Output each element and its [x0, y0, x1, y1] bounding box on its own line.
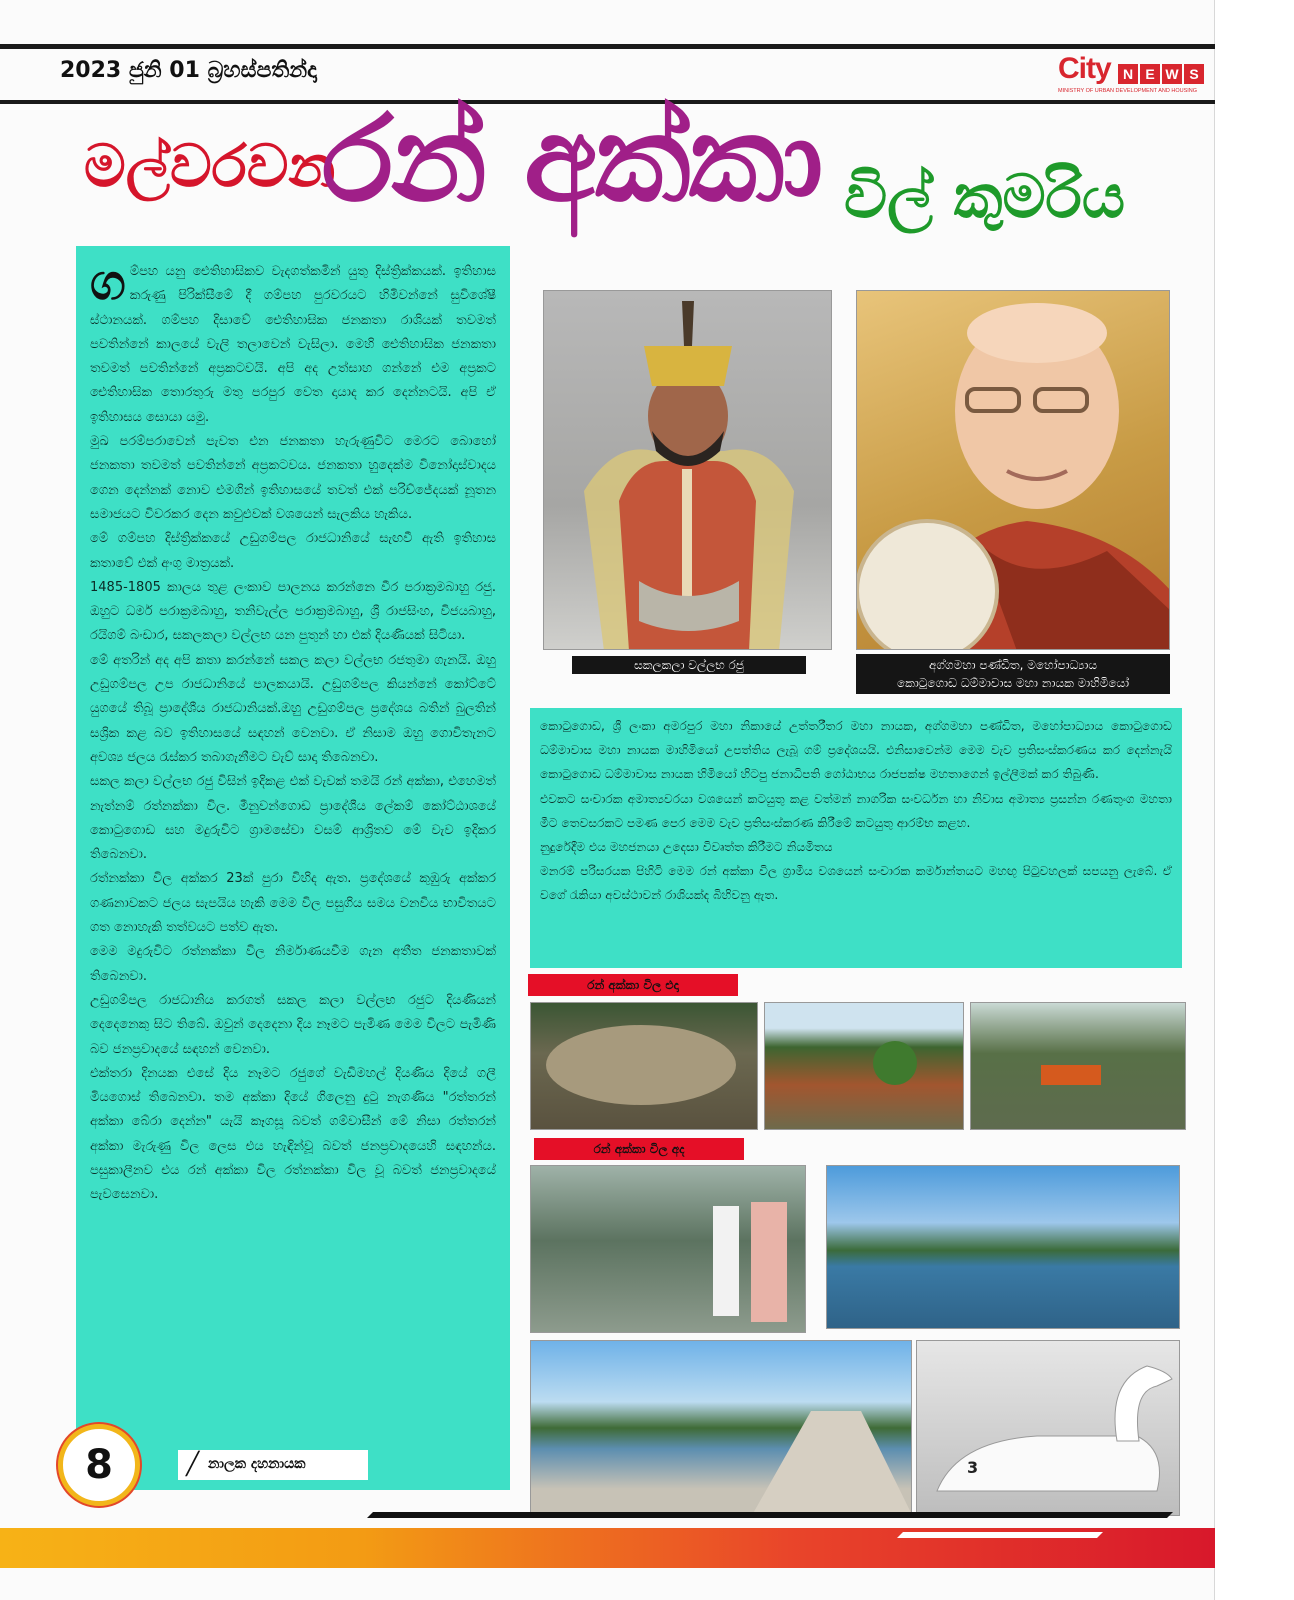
- info-paragraph: කොටුගොඩ, ශ්‍රී ලංකා අමරපුර මහා නිකායේ උත්තරීතර මහා නායක, අග්ගමහා පණ්ඩිත, මහෝපාධ්‍යාය කොටුගොඩ ධම්මාවාස මහා නායක මාහිමියෝ උපත්තිය ලැබූ ගම් ප්‍රදේශයයි. එනිසාවෙන්ම මෙම වැව ප්‍රතිසංස්කරණය කර දෙන්නැයි කොටුගොඩ ධම්මාවාස නායක හිමියෝ හිටපු ජනාධිපති ගෝඨාභය රාජපක්ෂ මහතාගෙන් ඉල්ලීමක් කර තිබුණි.: [540, 719, 1172, 782]
- lake-then-aerial-photo: [530, 1002, 758, 1130]
- author-byline: [178, 1450, 368, 1480]
- monk-caption: [856, 654, 1170, 694]
- info-paragraph: එවකට සංචාරක අමාත්‍යවරයා වශයෙන් කටයුතු කළ වත්මන් නාගරික සංවර්ධන හා නිවාස අමාත්‍ය ප්‍රසන්න රණතුංග මහතා මීට තෙවසරකට පමණ පෙර මෙම වැව ප්‍රතිසංස්කරණ කිරීමේ කටයුතු ආරම්භ කළහ.: [540, 791, 1172, 830]
- headline-part-1: මල්වරවන: [84, 132, 336, 200]
- monk-portrait-illustration: [857, 291, 1170, 650]
- article-column: [76, 246, 510, 1490]
- article-paragraph: එක්තරා දිනයක එසේ දිය නෑමට රජුගේ වැඩිමහල් දියණිය දියේ ගලී මියගොස් තිබෙනවා. තම අක්කා දියේ ගිලෙනු දුටු නැගණිය "රත්තරන් අක්කා බේරා දෙන්න" යැයි කෑගසූ බවත් ගම්වාසීන් මේ නිසා රත්තරන් අක්කා මැරුණු විල ලෙස එය හැඳින්වූ බවත් ජනප්‍රවාදයෙහි සඳහන්ය. පසුකාලීනව එය රන් අක්කා විල රත්නක්කා විල වූ බවත් ජනප්‍රවාදයේ පැවසෙනවා.: [90, 1065, 496, 1203]
- footer-stripe: [367, 1512, 1173, 1518]
- page-number: 8: [58, 1424, 140, 1506]
- info-box: [530, 708, 1182, 968]
- king-statue-photo: [543, 290, 832, 650]
- info-paragraph: නුදුරේදීම එය මහජනයා උදෙසා විවෘත්ත කිරීමට නියමිතය: [540, 840, 833, 855]
- now-label: රන් අක්කා විල අද: [534, 1138, 744, 1160]
- logo-city: City: [1058, 52, 1111, 85]
- drop-cap: ග: [90, 253, 126, 311]
- logo-news: [1118, 64, 1204, 84]
- article-paragraph: උඩුගම්පල රාජධානිය කරගත් සකල කලා වල්ලභ රජුට දියණියන් දෙදෙනෙකු සිට තිබේ. ඔවුන් දෙදෙනා දිය නෑමට පැමිණ මෙම විලට පැමිණි බව ජනප්‍රවාදයේ සඳහන් වෙනවා.: [90, 992, 496, 1057]
- article-paragraph: ම්පහ යනු ඓතිහාසිකව වැදගත්කමින් යුතු දිස්ත්‍රික්කයක්. ඉතිහාස කරුණු පිරික්සීමේ දී ගම්පහ පුරවරයට හිමිවන්නේ සුවිශේෂී ස්ථානයක්. ගම්පහ දිසාවේ ඓතිහාසික ජනකතා රාශියක් තවමත් පවතින්නේ කාලයේ වැලි තලාවෙන් වැසිලා. මෙහි ඓතිහාසික ජනකතා තවමත් පවතින්නේ අප්‍රකටවයි. අපි අද උත්සාහ ගන්නේ එම අප්‍රකට ඓතිහාසික තොරතුරු මතු පරපුර වෙත දායාද කර දෙන්නටයි. අපි ඒ ඉතිහාසය සොයා යමු.: [90, 264, 496, 425]
- lake-now-visit-illustration: [531, 1166, 806, 1333]
- swan-boat-photo: [916, 1340, 1180, 1516]
- logo-letter: W: [1162, 64, 1182, 84]
- lake-then-aerial-illustration: [531, 1003, 758, 1130]
- lake-now-walkway-illustration: [531, 1341, 912, 1516]
- lake-now-panorama-photo: [826, 1165, 1180, 1329]
- monk-portrait-photo: [856, 290, 1170, 650]
- swan-boat-illustration: [917, 1341, 1180, 1516]
- footer-stripe: [897, 1532, 1103, 1538]
- article-paragraph: මේ ගම්පහ දිස්ත්‍රික්කයේ උඩුගම්පල රාජධානියේ සැඟවී ඇති ඉතිහාස කතාවේ එක් අංගු මාත්‍රයක්.: [90, 531, 496, 571]
- headline-part-2: රන් අක්කා: [322, 90, 822, 228]
- logo-letter: E: [1140, 64, 1160, 84]
- article-paragraph: මේ අතරින් අද අපි කතා කරන්නේ සකල කලා වල්ලභ රජතුමා ගැනයි. ඔහු උඩුගම්පල උප රාජධානියේ පාලකයායි. උඩුගම්පල කියන්නේ කෝට්ටේ යුගයේ තිබූ ප්‍රාදේශීය රාජධානියක්.ඔහු උඩුගම්පල ප්‍රදේශය බතින් බුලතින් සශ්‍රික කළ බව ඉතිහාසයේ සඳහන් වෙනවා. ඒ නිසාම ඔහු ගොවිතැනට අවශ්‍ය ජලය රැස්කර තබාගැනීමට වැව් සාදා තිබෙනවා.: [90, 652, 496, 765]
- top-rule: [0, 44, 1215, 49]
- article-paragraph: රත්නක්කා විල අක්කර 23ක් පුරා විහිද ඇත. ප්‍රදේශයේ කුඹුරු අක්කර ගණනාවකට ජලය සැපයිය හැකි මෙම විල පසුගිය සමය වනවිය භාවිතයට ගත නොහැකි තත්වයට පත්ව ඇත.: [90, 871, 496, 936]
- then-label: රන් අක්කා විල එදා: [528, 974, 738, 996]
- lake-now-walkway-photo: [530, 1340, 912, 1516]
- logo-ministry: MINISTRY OF URBAN DEVELOPMENT AND HOUSING: [1058, 88, 1198, 94]
- article-paragraph: මුඛ පරම්පරාවෙන් පැවත එන ජනකතා හැරුණුවිට මෙරට බොහෝ ජනකතා තවමත් පවතින්නේ අප්‍රකටවය. ජනකතා හුදෙක්ම විනෝදාස්වාදය ගෙන දෙන්නක් නොව එමගින් ඉතිහාසයේ තවත් එක් පරිච්ජේදයක් නූතන සමාජයට විවරකර දෙන කවුළුවක් වශයෙන් සැලකිය හැකිය.: [90, 434, 496, 522]
- headline-part-3: විල් කුමරිය: [844, 162, 1126, 232]
- boat-number: 3: [967, 1458, 979, 1477]
- logo-letter: N: [1118, 64, 1138, 84]
- lake-then-dredger-photo: [970, 1002, 1186, 1130]
- king-statue-illustration: [544, 291, 832, 650]
- monk-caption-line-1: අග්ගමහා පණ්ඩිත, මහෝපාධ්‍යාය: [929, 658, 1097, 672]
- citynews-logo: [1058, 54, 1208, 98]
- logo-letter: S: [1184, 64, 1204, 84]
- article-paragraph: 1485-1805 කාලය තුළ ලංකාව පාලනය කරන්නෙ වීර පරාක්‍රමබාහු රජු. ඔහුට ධර්ම පරාක්‍රමබාහු, තනිවැල්ල පරාක්‍රමබාහු, ශ්‍රී රාජසිංහ, විජයබාහු, රයිගම් බංඩාර, සකලකලා වල්ලභ යන පුතුන් හා එක් දියණියක් සිටියා.: [90, 579, 496, 644]
- lake-now-visit-photo: [530, 1165, 806, 1333]
- author-name: නාලක දහනායක: [208, 1456, 306, 1472]
- article-paragraph: මෙම මදුරුවිට රත්නක්කා විල නිර්මාණයවීම ගැන අතීත ජනකතාවක් තිබෙනවා.: [90, 944, 496, 984]
- king-caption: සකලකලා වල්ලභ රජු: [572, 656, 806, 674]
- article-body: [90, 253, 496, 1208]
- monk-caption-line-2: කොටුගොඩ ධම්මාවාස මහා නායක මාහිමියෝ: [896, 676, 1130, 690]
- issue-date: 2023 ජුනි 01 බ්‍රහස්පතින්දා: [60, 58, 317, 83]
- lake-then-excavation-illustration: [765, 1003, 964, 1130]
- lake-then-dredger-illustration: [971, 1003, 1186, 1130]
- byline-slash-icon: ╱: [186, 1452, 200, 1477]
- info-paragraph: මනරම් පරිසරයක පිහිටි මෙම රන් අක්කා විල ග්‍රාමීය වශයෙන් සංචාරක කර්මාන්තයට මහඟු පිටුවහලක් සපයනු ලැබේ. ඒ වගේ රැකියා අවස්ථාවන් රාශියක්ද බිහිවනු ඇත.: [540, 864, 1172, 903]
- article-paragraph: සකල කලා වල්ලභ රජු විසින් ඉදිකළ එක් වැවක් තමයි රන් අක්කා, එහෙමත් නැත්නම් රත්නක්කා විල. මීනුවන්ගොඩ ප්‍රාදේශීය ලේකම් කෝට්ඨාශයේ කොටුගොඩ සහ මදුරුවිට ග්‍රාමසේවා වසම් ආශ්‍රිතව මේ වැව ඉදිකර තිබෙනවා.: [90, 774, 496, 863]
- lake-then-excavation-photo: [764, 1002, 964, 1130]
